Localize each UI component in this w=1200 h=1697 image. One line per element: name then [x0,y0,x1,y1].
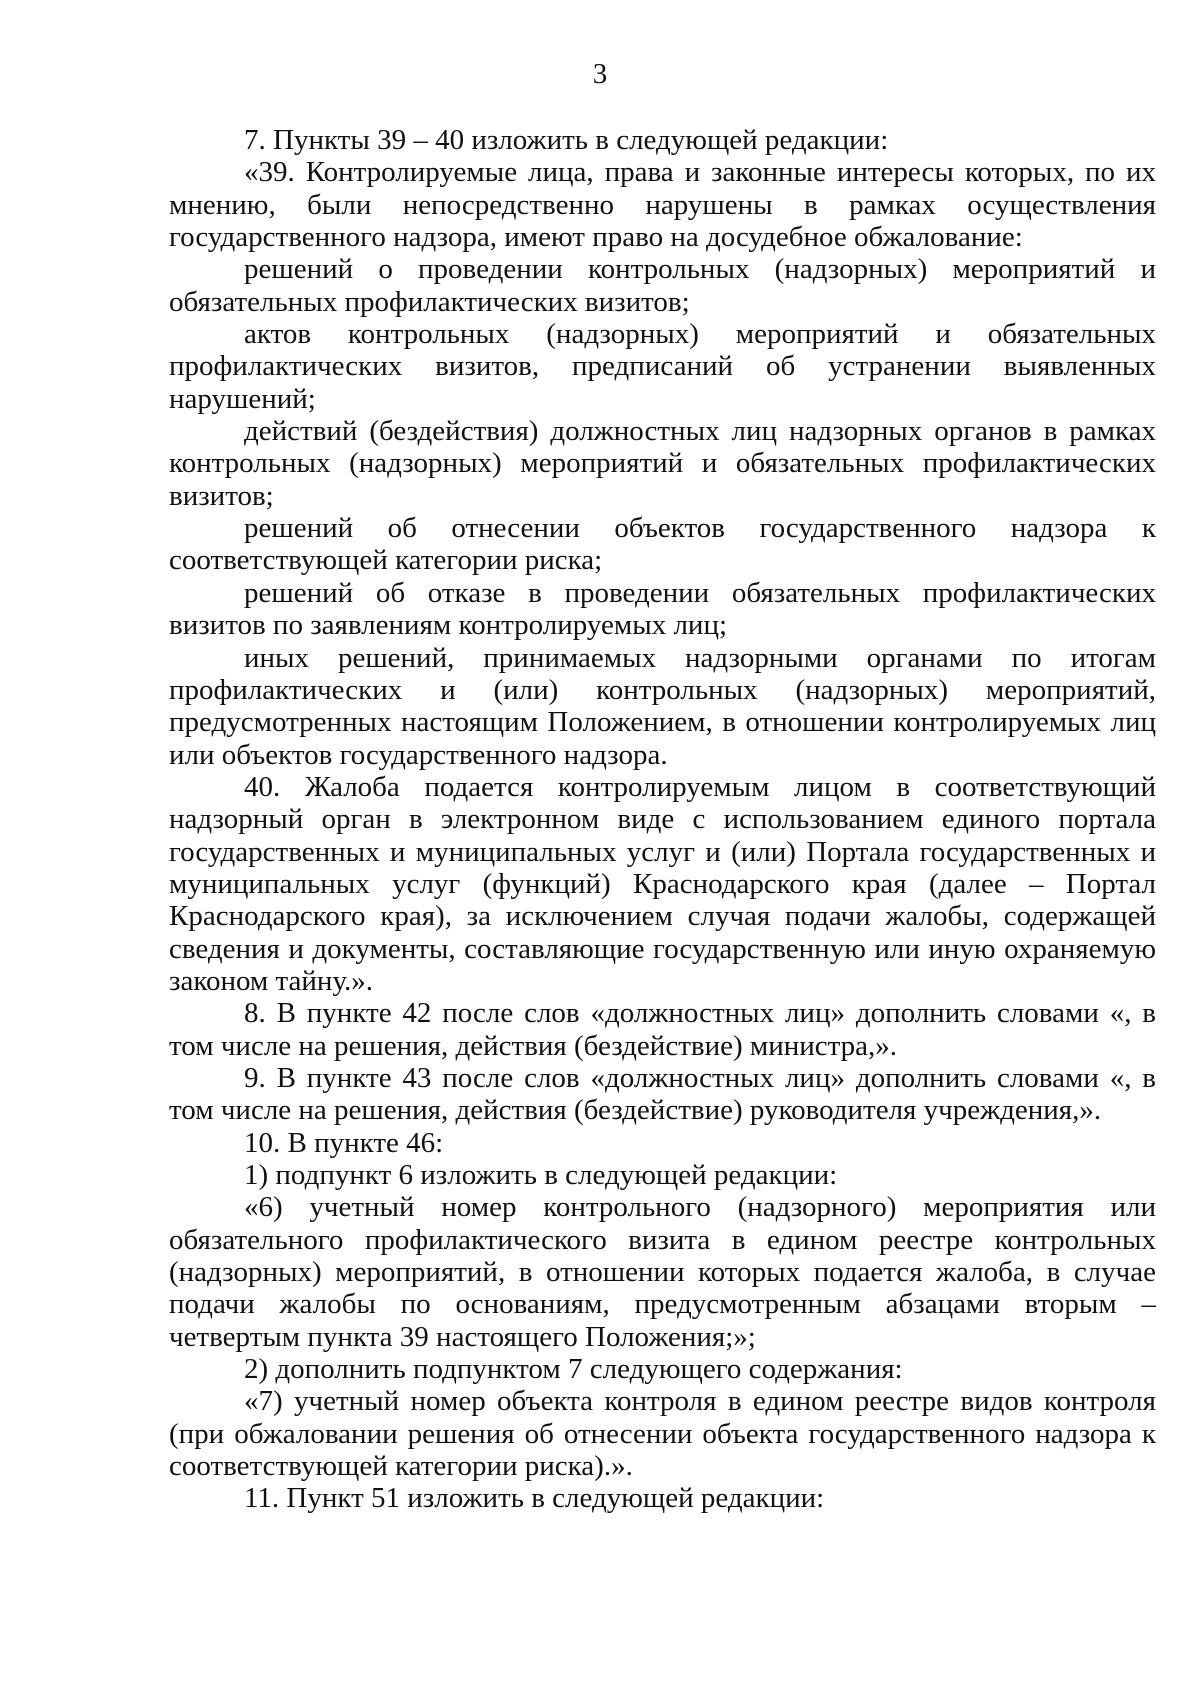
paragraph: «6) учетный номер контрольного (надзорного) мероприятия или обязательного профилактического визита в едином реестре контрольных (надзорных) мероприятий, в отношении которых подается жалоба, в случае подачи жалобы по основаниям, предусмотренным абзацами вторым – четвертым пункта 39 настоящего Положения;»; [169,1191,1156,1353]
paragraph: 11. Пункт 51 изложить в следующей редакции: [244,1482,825,1515]
paragraph: 40. Жалоба подается контролируемым лицом в соответствующий надзорный орган в электронном виде с использованием единого портала государственных и муниципальных услуг и (или) Портала государственных и муниципальных услуг (функций) Краснодарского края (далее – Портал Краснодарского края), за исключением случая подачи жалобы, содержащей сведения и документы, составляющие государственную или иную охраняемую законом тайну.». [169,770,1156,997]
paragraph: «7) учетный номер объекта контроля в едином реестре видов контроля (при обжаловании решения об отнесении объекта государственного надзора к соответствующей категории риска).». [169,1385,1156,1483]
paragraph: «39. Контролируемые лица, права и законные интересы которых, по их мнению, были непосредственно нарушены в рамках осуществления государственного надзора, имеют право на досудебное обжалование: [169,156,1156,254]
paragraph: решений об отнесении объектов государственного надзора к соответствующей категории риска; [169,512,1156,577]
paragraph: 1) подпункт 6 изложить в следующей редакции: [244,1159,838,1191]
paragraph: 7. Пункты 39 – 40 изложить в следующей редакции: [244,124,889,156]
paragraph: решений об отказе в проведении обязательных профилактических визитов по заявлениям контролируемых лиц; [169,576,1156,642]
paragraph: действий (бездействия) должностных лиц надзорных органов в рамках контрольных (надзорных) мероприятий и обязательных профилактических визитов; [169,415,1156,512]
page-number: 3 [592,58,608,90]
paragraph: 8. В пункте 42 после слов «должностных лиц» дополнить словами «, в том числе на решения, действия (бездействие) министра,». [169,997,1156,1062]
document-body [169,124,1156,1515]
paragraph: 9. В пункте 43 после слов «должностных лиц» дополнить словами «, в том числе на решения, действия (бездействие) руководителя учреждения,». [169,1061,1156,1127]
paragraph: 2) дополнить подпунктом 7 следующего содержания: [244,1353,903,1386]
paragraph: решений о проведении контрольных (надзорных) мероприятий и обязательных профилактических визитов; [169,253,1156,318]
paragraph: иных решений, принимаемых надзорными органами по итогам профилактических и (или) контрольных (надзорных) мероприятий, предусмотренных настоящим Положением, в отношении контролируемых лиц или объектов государственного надзора. [169,641,1156,771]
paragraph: актов контрольных (надзорных) мероприятий и обязательных профилактических визитов, предписаний об устранении выявленных нарушений; [169,318,1156,415]
paragraph: 10. В пункте 46: [244,1126,444,1159]
